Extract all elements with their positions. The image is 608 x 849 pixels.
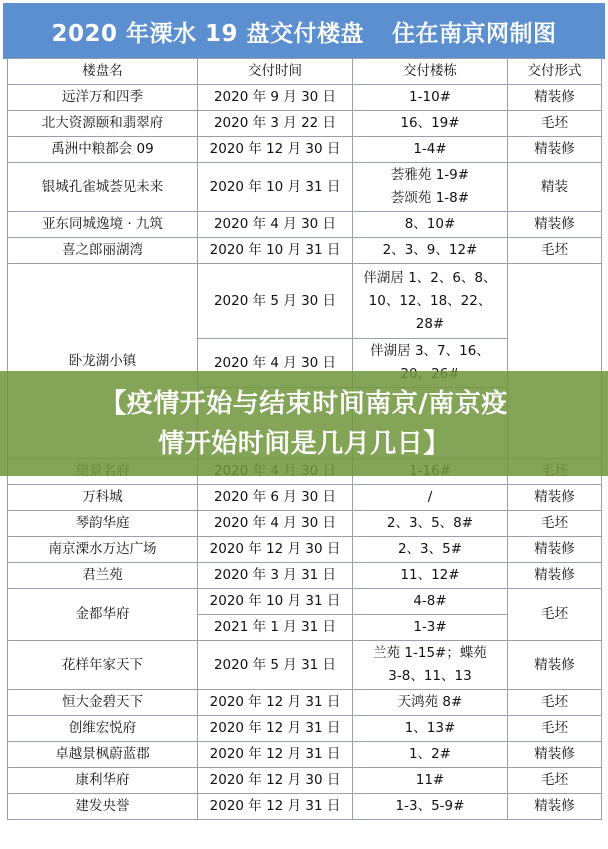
table-row bbox=[8, 111, 602, 137]
cell-building: 2、3、9、12# bbox=[353, 238, 508, 264]
cell-form: 精装修 bbox=[508, 85, 602, 111]
cell-form: 精装修 bbox=[508, 137, 602, 163]
page-title bbox=[3, 3, 605, 59]
cell-building: 8、10# bbox=[353, 212, 508, 238]
building-line: 兰苑 1-15#；蝶苑 bbox=[373, 645, 487, 661]
cell-form: 毛坯 bbox=[508, 589, 602, 641]
cell-building: 11、12# bbox=[353, 563, 508, 589]
building-line: 10、12、18、22、 bbox=[368, 292, 492, 309]
cell-building bbox=[353, 163, 508, 212]
cell-form: 毛坯 bbox=[508, 768, 602, 794]
table-row bbox=[8, 641, 602, 690]
cell-name: 喜之郎丽湖湾 bbox=[8, 238, 198, 264]
article-title-banner bbox=[0, 371, 608, 476]
cell-building: 1-10# bbox=[353, 85, 508, 111]
cell-date: 2021 年 1 月 31 日 bbox=[198, 615, 353, 641]
cell-form: 精装修 bbox=[508, 742, 602, 768]
cell-name: 禹洲中粮都会 09 bbox=[8, 137, 198, 163]
table-row bbox=[8, 794, 602, 820]
table-row bbox=[8, 85, 602, 111]
cell-date: 2020 年 12 月 31 日 bbox=[198, 742, 353, 768]
cell-form: 精装修 bbox=[508, 794, 602, 820]
banner-line-1: 【疫情开始与结束时间南京/南京疫 bbox=[100, 388, 508, 419]
cell-building: / bbox=[353, 485, 508, 511]
cell-form: 毛坯 bbox=[508, 690, 602, 716]
cell-form: 精装修 bbox=[508, 485, 602, 511]
cell-name: 花样年家天下 bbox=[8, 641, 198, 690]
column-header-date: 交付时间 bbox=[198, 59, 353, 85]
cell-form: 精装修 bbox=[508, 537, 602, 563]
table-row bbox=[8, 589, 602, 615]
cell-form: 精装修 bbox=[508, 641, 602, 690]
cell-building bbox=[353, 641, 508, 690]
cell-building: 16、19# bbox=[353, 111, 508, 137]
cell-date: 2020 年 12 月 31 日 bbox=[198, 690, 353, 716]
cell-form: 精装 bbox=[508, 163, 602, 212]
building-line: 荟颂苑 1-8# bbox=[390, 190, 470, 206]
cell-building: 1-3# bbox=[353, 615, 508, 641]
cell-date: 2020 年 6 月 30 日 bbox=[198, 485, 353, 511]
building-line: 伴湖居 3、7、16、 bbox=[370, 343, 490, 359]
cell-date: 2020 年 4 月 30 日 bbox=[198, 339, 353, 388]
cell-name: 卓越景枫蔚蓝郡 bbox=[8, 742, 198, 768]
cell-name: 北大资源颐和翡翠府 bbox=[8, 111, 198, 137]
cell-building: 2、3、5、8# bbox=[353, 511, 508, 537]
table-row bbox=[8, 690, 602, 716]
title-left: 2020 年溧水 19 盘交付楼盘 bbox=[51, 20, 365, 47]
table-row bbox=[8, 264, 602, 339]
cell-building: 4-8# bbox=[353, 589, 508, 615]
banner-line-2: 情开始时间是几月几日】 bbox=[158, 428, 450, 459]
table-header-row bbox=[8, 59, 602, 85]
cell-name: 南京溧水万达广场 bbox=[8, 537, 198, 563]
cell-name: 卧龙湖小镇 bbox=[8, 264, 198, 459]
cell-name: 康利华府 bbox=[8, 768, 198, 794]
cell-date: 2020 年 10 月 31 日 bbox=[198, 589, 353, 615]
cell-name: 琴韵华庭 bbox=[8, 511, 198, 537]
cell-date: 2020 年 12 月 31 日 bbox=[198, 716, 353, 742]
table-row bbox=[8, 716, 602, 742]
cell-name: 远洋万和四季 bbox=[8, 85, 198, 111]
table-row bbox=[8, 563, 602, 589]
column-header-form: 交付形式 bbox=[508, 59, 602, 85]
cell-date: 2020 年 5 月 30 日 bbox=[198, 264, 353, 339]
cell-name: 银城孔雀城荟见未来 bbox=[8, 163, 198, 212]
table-row bbox=[8, 137, 602, 163]
cell-date: 2020 年 5 月 31 日 bbox=[198, 641, 353, 690]
cell-date: 2020 年 10 月 31 日 bbox=[198, 163, 353, 212]
cell-building: 1、13# bbox=[353, 716, 508, 742]
cell-building bbox=[353, 264, 508, 339]
table-row bbox=[8, 537, 602, 563]
cell-date: 2020 年 12 月 31 日 bbox=[198, 794, 353, 820]
building-line: 28# bbox=[415, 315, 445, 332]
cell-form: 精装修 bbox=[508, 563, 602, 589]
building-line: 伴湖居 1、2、6、8、 bbox=[363, 269, 497, 286]
cell-date: 2020 年 4 月 30 日 bbox=[198, 511, 353, 537]
column-header-name: 楼盘名 bbox=[8, 59, 198, 85]
title-right: 住在南京网制图 bbox=[392, 20, 557, 47]
cell-name: 恒大金碧天下 bbox=[8, 690, 198, 716]
cell-building: 1-3、5-9# bbox=[353, 794, 508, 820]
cell-building: 11# bbox=[353, 768, 508, 794]
cell-name: 君兰苑 bbox=[8, 563, 198, 589]
table-row bbox=[8, 485, 602, 511]
table-row bbox=[8, 742, 602, 768]
cell-name: 金都华府 bbox=[8, 589, 198, 641]
cell-name: 建发央誉 bbox=[8, 794, 198, 820]
cell-date: 2020 年 12 月 30 日 bbox=[198, 768, 353, 794]
cell-building: 1、2# bbox=[353, 742, 508, 768]
cell-date: 2020 年 3 月 31 日 bbox=[198, 563, 353, 589]
cell-date: 2020 年 10 月 31 日 bbox=[198, 238, 353, 264]
cell-form: 毛坯 bbox=[508, 716, 602, 742]
cell-form: 精装修 bbox=[508, 212, 602, 238]
table-row bbox=[8, 163, 602, 212]
cell-name: 万科城 bbox=[8, 485, 198, 511]
cell-date: 2020 年 12 月 30 日 bbox=[198, 537, 353, 563]
cell-form: 毛坯 bbox=[508, 511, 602, 537]
table-row bbox=[8, 212, 602, 238]
cell-form: 毛坯 bbox=[508, 238, 602, 264]
cell-building: 2、3、5# bbox=[353, 537, 508, 563]
cell-building: 1-4# bbox=[353, 137, 508, 163]
table-row bbox=[8, 768, 602, 794]
building-line: 3-8、11、13 bbox=[388, 668, 472, 684]
cell-date: 2020 年 9 月 30 日 bbox=[198, 85, 353, 111]
cell-date: 2020 年 4 月 30 日 bbox=[198, 212, 353, 238]
building-line: 荟雅苑 1-9# bbox=[390, 167, 470, 183]
table-row bbox=[8, 238, 602, 264]
table-row bbox=[8, 511, 602, 537]
column-header-building: 交付楼栋 bbox=[353, 59, 508, 85]
cell-date: 2020 年 3 月 22 日 bbox=[198, 111, 353, 137]
cell-building: 天鸿苑 8# bbox=[353, 690, 508, 716]
cell-name: 亚东同城逸境 · 九筑 bbox=[8, 212, 198, 238]
cell-date: 2020 年 12 月 30 日 bbox=[198, 137, 353, 163]
cell-form: 毛坯 bbox=[508, 111, 602, 137]
cell-name: 创维宏悦府 bbox=[8, 716, 198, 742]
